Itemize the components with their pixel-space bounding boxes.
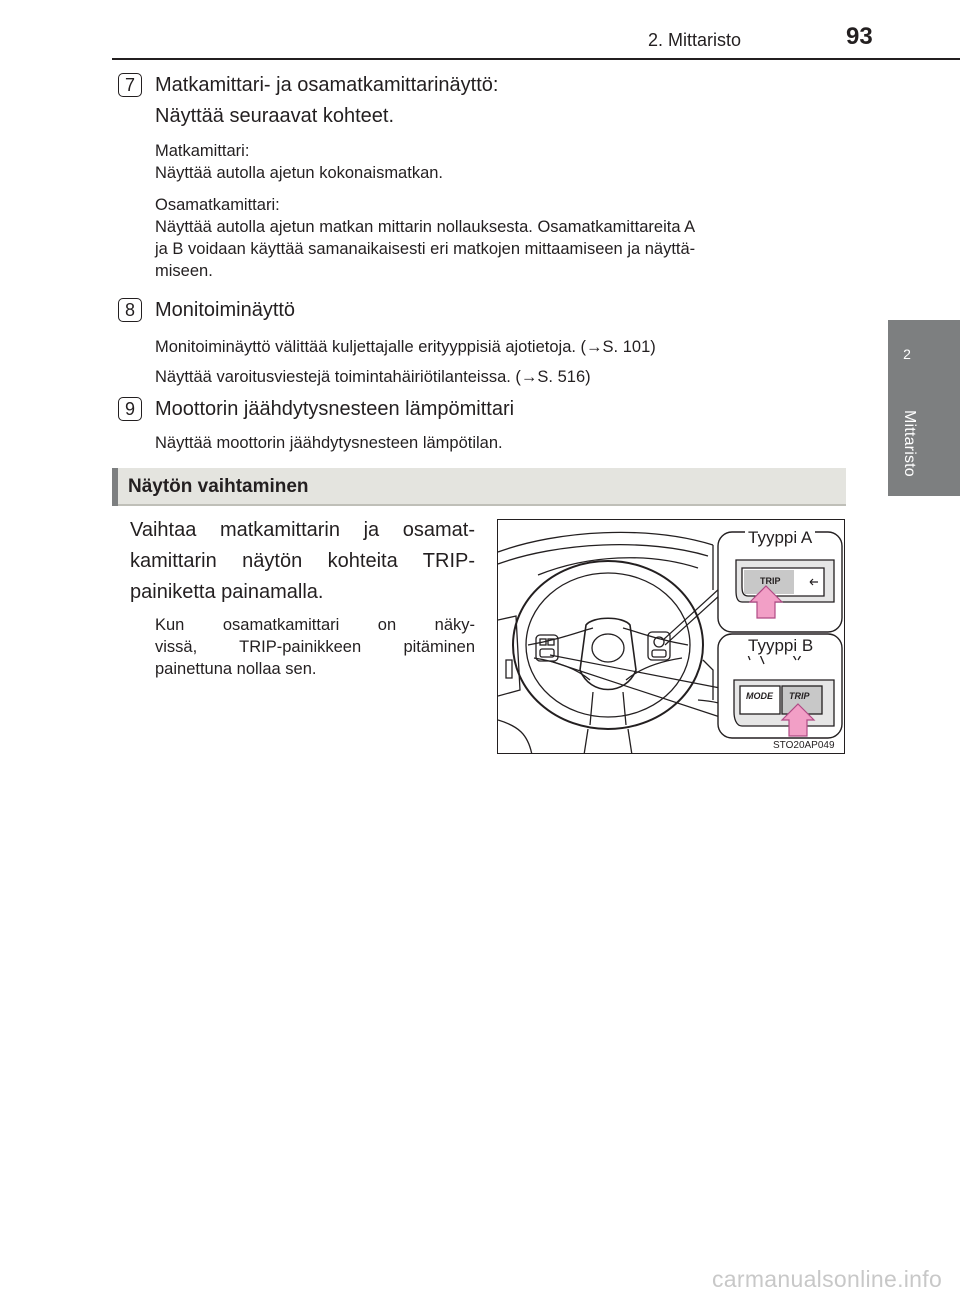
paragraph-line: miseen.: [155, 262, 213, 280]
section-note-line: painettuna nollaa sen.: [155, 660, 317, 678]
paragraph-line: ja B voidaan käyttää samanaikaisesti eri matkojen mittaamiseen ja näyttä-: [155, 240, 696, 258]
item-title: Monitoiminäyttö: [155, 299, 296, 321]
type-b-label: Tyyppi B: [745, 636, 816, 656]
side-tab-number: 2: [903, 346, 911, 362]
section-intro-line: kamittarin näytön kohteita TRIP-: [130, 550, 475, 572]
header-rule: [112, 58, 960, 60]
section-note-line: vissä, TRIP-painikkeen pitäminen: [155, 638, 475, 656]
paragraph-line: Matkamittari:: [155, 142, 250, 160]
paragraph-line: Monitoiminäyttö välittää kuljettajalle erityyppisiä ajotietoja. (→S. 101): [155, 338, 656, 356]
side-tab-label: Mittaristo: [901, 410, 918, 477]
item-number-badge: 7: [118, 73, 142, 97]
steering-wheel-illustration: [497, 519, 845, 754]
page-number: 93: [846, 23, 873, 50]
item-title: Matkamittari- ja osamatkamittarinäyttö:: [155, 74, 499, 96]
watermark: carmanualsonline.info: [712, 1266, 943, 1292]
section-intro-line: painiketta painamalla.: [130, 581, 324, 603]
section-note-line: Kun osamatkamittari on näky-: [155, 616, 475, 634]
item-subtitle: Näyttää seuraavat kohteet.: [155, 105, 395, 127]
paragraph-line: Näyttää varoitusviestejä toimintahäiriötilanteissa. (→S. 516): [155, 368, 591, 386]
type-a-label: Tyyppi A: [745, 528, 815, 548]
mode-button-label-b: MODE: [746, 691, 773, 701]
paragraph-line: Osamatkamittari:: [155, 196, 280, 214]
section-intro-line: Vaihtaa matkamittarin ja osamat-: [130, 519, 475, 541]
item-title: Moottorin jäähdytysnesteen lämpömittari: [155, 398, 515, 420]
chapter-title: 2. Mittaristo: [648, 30, 742, 50]
trip-button-label-a: TRIP: [760, 576, 781, 586]
paragraph-line: Näyttää autolla ajetun matkan mittarin nollauksesta. Osamatkamittareita A: [155, 218, 696, 236]
paragraph-line: Näyttää moottorin jäähdytysnesteen lämpötilan.: [155, 434, 503, 452]
section-heading-marker: [112, 468, 118, 506]
figure-code: STO20AP049: [773, 740, 835, 751]
paragraph-line: Näyttää autolla ajetun kokonaismatkan.: [155, 164, 444, 182]
item-number-badge: 8: [118, 298, 142, 322]
trip-button-label-b: TRIP: [789, 691, 810, 701]
item-number-badge: 9: [118, 397, 142, 421]
section-title: Näytön vaihtaminen: [128, 476, 309, 497]
